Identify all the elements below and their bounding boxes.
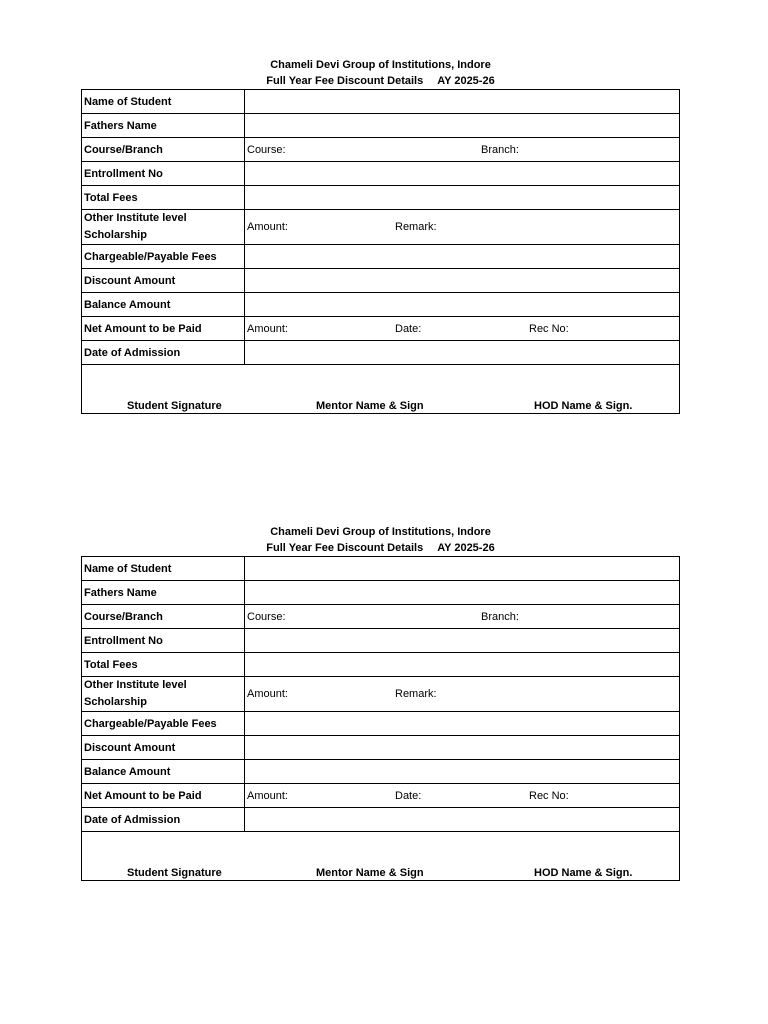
rec-no-label: Rec No: xyxy=(529,322,569,335)
net-amount-field[interactable] xyxy=(245,317,680,341)
chargeable-fees-field[interactable] xyxy=(245,712,680,736)
institution-title: Chameli Devi Group of Institutions, Indore xyxy=(270,526,491,538)
branch-label: Branch: xyxy=(481,610,519,623)
form-subtitle xyxy=(81,73,680,89)
remark-label: Remark: xyxy=(395,688,437,700)
label-total-fees: Total Fees xyxy=(82,186,245,210)
balance-amount-field[interactable] xyxy=(245,293,680,317)
mentor-sign-label: Mentor Name & Sign xyxy=(316,400,424,412)
form-header xyxy=(81,57,680,89)
institution-title: Chameli Devi Group of Institutions, Indore xyxy=(270,59,491,71)
discount-amount-field[interactable] xyxy=(245,269,680,293)
label-course-branch: Course/Branch xyxy=(82,605,245,629)
fathers-name-field[interactable] xyxy=(245,114,680,138)
amount-label: Amount: xyxy=(247,221,288,233)
form-header xyxy=(81,524,680,556)
scholarship-field[interactable] xyxy=(245,210,680,245)
entrollment-no-field[interactable] xyxy=(245,629,680,653)
label-chargeable-fees: Chargeable/Payable Fees xyxy=(82,245,245,269)
student-signature-label: Student Signature xyxy=(127,867,222,879)
subtitle-text: Full Year Fee Discount Details xyxy=(266,75,424,87)
course-branch-field[interactable] xyxy=(245,605,680,629)
total-fees-field[interactable] xyxy=(245,186,680,210)
branch-label: Branch: xyxy=(481,143,519,156)
discount-amount-field[interactable] xyxy=(245,736,680,760)
label-entrollment-no: Entrollment No xyxy=(82,162,245,186)
hod-sign-label: HOD Name & Sign. xyxy=(534,867,633,879)
label-scholarship xyxy=(82,677,245,712)
label-balance-amount: Balance Amount xyxy=(82,760,245,784)
label-entrollment-no: Entrollment No xyxy=(82,629,245,653)
course-label: Course: xyxy=(247,143,286,156)
signature-row xyxy=(82,832,680,881)
balance-amount-field[interactable] xyxy=(245,760,680,784)
net-amount-field[interactable] xyxy=(245,784,680,808)
label-chargeable-fees: Chargeable/Payable Fees xyxy=(82,712,245,736)
course-branch-field[interactable] xyxy=(245,138,680,162)
label-date-of-admission: Date of Admission xyxy=(82,341,245,365)
label-net-amount: Net Amount to be Paid xyxy=(82,784,245,808)
label-balance-amount: Balance Amount xyxy=(82,293,245,317)
total-fees-field[interactable] xyxy=(245,653,680,677)
form-subtitle xyxy=(81,540,680,556)
academic-year: AY 2025-26 xyxy=(437,75,495,87)
signature-row xyxy=(82,365,680,414)
fee-discount-form-2 xyxy=(81,524,680,881)
label-date-of-admission: Date of Admission xyxy=(82,808,245,832)
student-signature-label: Student Signature xyxy=(127,400,222,412)
fathers-name-field[interactable] xyxy=(245,581,680,605)
label-course-branch: Course/Branch xyxy=(82,138,245,162)
amount-label: Amount: xyxy=(247,789,288,802)
mentor-sign-label: Mentor Name & Sign xyxy=(316,867,424,879)
rec-no-label: Rec No: xyxy=(529,789,569,802)
label-discount-amount: Discount Amount xyxy=(82,736,245,760)
amount-label: Amount: xyxy=(247,688,288,700)
label-total-fees: Total Fees xyxy=(82,653,245,677)
fee-table xyxy=(81,89,680,414)
academic-year: AY 2025-26 xyxy=(437,542,495,554)
date-label: Date: xyxy=(395,322,422,335)
entrollment-no-field[interactable] xyxy=(245,162,680,186)
label-net-amount: Net Amount to be Paid xyxy=(82,317,245,341)
label-name-of-student: Name of Student xyxy=(82,557,245,581)
label-name-of-student: Name of Student xyxy=(82,90,245,114)
scholarship-field[interactable] xyxy=(245,677,680,712)
scholarship-label-line2: Scholarship xyxy=(84,229,147,241)
chargeable-fees-field[interactable] xyxy=(245,245,680,269)
course-label: Course: xyxy=(247,610,286,623)
subtitle-text: Full Year Fee Discount Details xyxy=(266,542,424,554)
hod-sign-label: HOD Name & Sign. xyxy=(534,400,633,412)
fee-discount-form-1 xyxy=(81,57,680,414)
label-discount-amount: Discount Amount xyxy=(82,269,245,293)
scholarship-label-line1: Other Institute level xyxy=(84,212,187,224)
label-fathers-name: Fathers Name xyxy=(82,114,245,138)
label-fathers-name: Fathers Name xyxy=(82,581,245,605)
name-of-student-field[interactable] xyxy=(245,557,680,581)
scholarship-label-line2: Scholarship xyxy=(84,696,147,708)
name-of-student-field[interactable] xyxy=(245,90,680,114)
date-of-admission-field[interactable] xyxy=(245,808,680,832)
label-scholarship xyxy=(82,210,245,245)
amount-label: Amount: xyxy=(247,322,288,335)
fee-table xyxy=(81,556,680,881)
remark-label: Remark: xyxy=(395,221,437,233)
date-of-admission-field[interactable] xyxy=(245,341,680,365)
date-label: Date: xyxy=(395,789,422,802)
scholarship-label-line1: Other Institute level xyxy=(84,679,187,691)
